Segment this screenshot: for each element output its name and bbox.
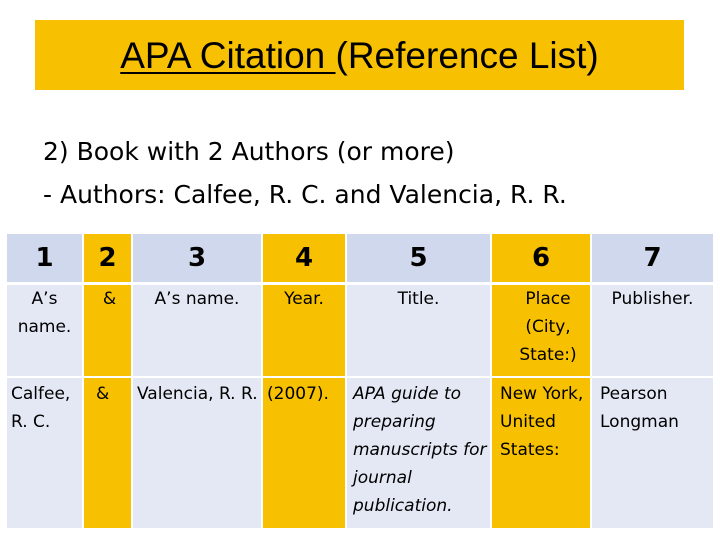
title-banner	[35, 20, 684, 90]
label-cell-6	[491, 283, 591, 377]
example-place-cell: New York, United States:	[491, 377, 591, 529]
header-cell-6: 6	[491, 233, 591, 283]
authors-line: - Authors: Calfee, R. C. and Valencia, R. R.	[43, 180, 567, 209]
example-publisher-cell: Pearson Longman	[591, 377, 714, 529]
label-row	[6, 283, 714, 377]
example-ampersand-cell: &	[83, 377, 132, 529]
label-cell-3: A’s name.	[132, 283, 262, 377]
title-rest-part: (Reference List)	[335, 34, 599, 76]
header-cell-3: 3	[132, 233, 262, 283]
example-author1-cell: Calfee, R. C.	[6, 377, 83, 529]
header-cell-7: 7	[591, 233, 714, 283]
label-cell-5: Title.	[346, 283, 491, 377]
header-cell-2: 2	[83, 233, 132, 283]
label-cell-1: A’s name.	[6, 283, 83, 377]
example-year-cell: (2007).	[262, 377, 346, 529]
title-underlined-part: APA Citation	[120, 34, 336, 76]
header-cell-4: 4	[262, 233, 346, 283]
header-cell-1: 1	[6, 233, 83, 283]
label-cell-7: Publisher.	[591, 283, 714, 377]
label-cell-4: Year.	[262, 283, 346, 377]
header-row	[6, 233, 714, 283]
example-author2-cell: Valencia, R. R.	[132, 377, 262, 529]
citation-table	[5, 232, 715, 530]
example-row	[6, 377, 714, 529]
label-cell-2: &	[83, 283, 132, 377]
citation-type-line: 2) Book with 2 Authors (or more)	[43, 137, 455, 166]
label-cell-6-text: Place (City, State:)	[519, 288, 577, 365]
page-title	[120, 34, 599, 76]
example-title-cell: APA guide to preparing manuscripts for journal publication.	[346, 377, 491, 529]
header-cell-5: 5	[346, 233, 491, 283]
